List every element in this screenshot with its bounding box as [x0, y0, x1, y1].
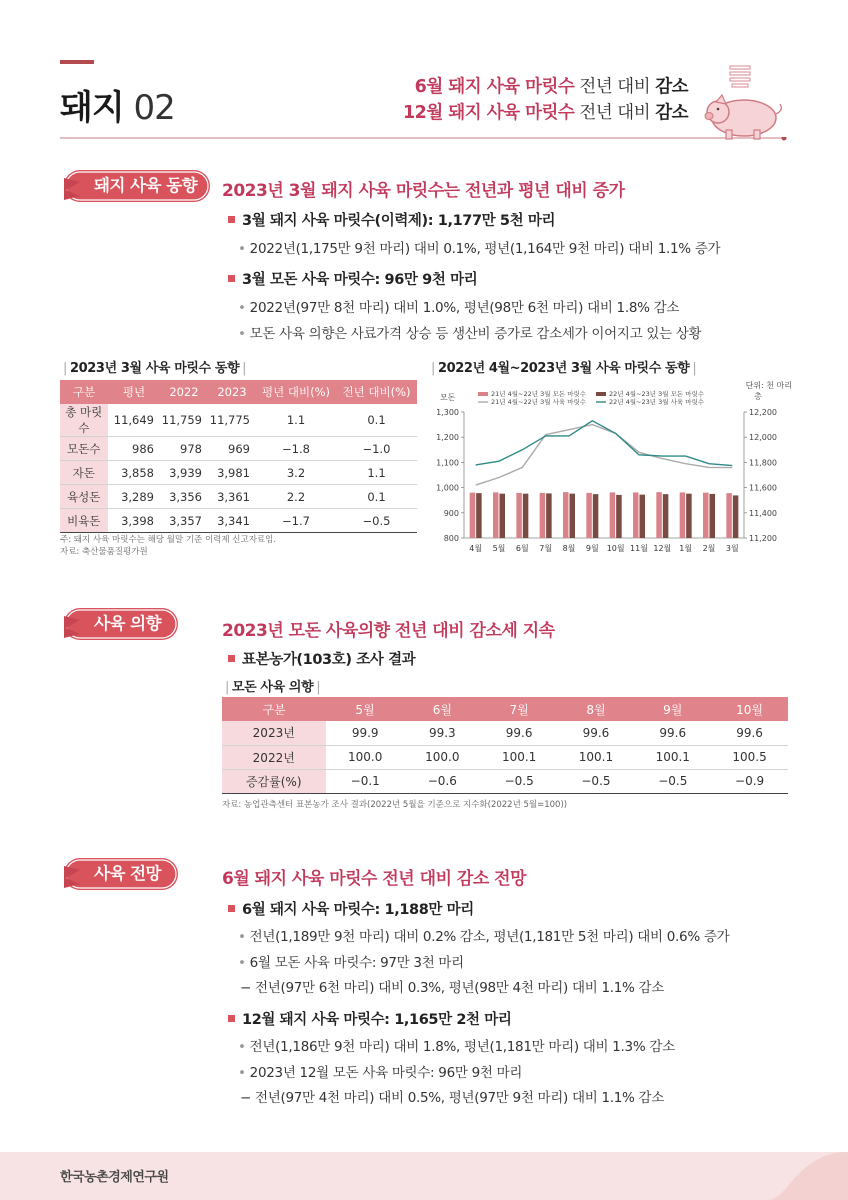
table2-cell: 100.1 [481, 745, 558, 769]
chart-x-tick-label: 4월 [469, 544, 483, 553]
chart-x-tick-label: 10월 [606, 544, 625, 553]
table1-cell: 3,939 [160, 461, 208, 485]
chart-left-tick-label: 800 [443, 534, 459, 543]
table1-header: 평년 [108, 380, 160, 404]
section1-title: 2023년 3월 돼지 사육 마릿수는 전년과 평년 대비 증가 [222, 181, 625, 201]
table1-header: 2023 [208, 380, 256, 404]
chart-bar [710, 494, 716, 538]
table1-cell: 978 [160, 437, 208, 461]
table1-row-header: 육성돈 [60, 485, 108, 509]
chart-bar [616, 495, 622, 538]
chart-legend-label: 21년 4월~22년 3월 사육 마릿수 [491, 398, 587, 406]
chart-bar [470, 493, 476, 538]
table2-cell: 99.6 [711, 721, 788, 745]
table1-caption: | 2023년 3월 사육 마릿수 동향 | [63, 361, 247, 376]
section3-bullet-2: 12월 돼지 사육 마릿수: 1,165만 2천 마리 [228, 1008, 512, 1029]
table1-row [60, 437, 417, 461]
table1-cell: 3.2 [256, 461, 336, 485]
chart-right-tick-label: 11,800 [749, 458, 777, 468]
table2-cell: −0.5 [558, 769, 635, 793]
header-accent-bar [60, 60, 94, 64]
table2-header: 구분 [222, 697, 326, 721]
table1-header: 평년 대비(%) [256, 380, 336, 404]
chart-unit-label: 단위: 천 마리 [745, 381, 792, 390]
chart-legend-label: 22년 4월~23년 3월 사육 마릿수 [609, 398, 705, 406]
chart-legend-label: 22년 4월~23년 3월 모돈 마릿수 [609, 390, 705, 398]
footer [0, 1152, 848, 1200]
chart-bar [540, 493, 546, 538]
chart-right-tick-label: 12,000 [749, 433, 777, 443]
table2-cell: −0.9 [711, 769, 788, 793]
table2-cell: 100.0 [326, 745, 404, 769]
chart-right-tick-label: 11,600 [749, 483, 777, 493]
section3-bullet-2-sub-1: • 전년(1,186만 9천 마리) 대비 1.8%, 평년(1,181만 마리) 대비 1.3% 감소 [238, 1039, 675, 1055]
table2-cell: −0.6 [404, 769, 481, 793]
section3-bullet-2-sub-3: − 전년(97만 4천 마리) 대비 0.5%, 평년(97만 9천 마리) 대비 1.1% 감소 [240, 1090, 665, 1106]
table1-row [60, 485, 417, 509]
table1-row-header: 자돈 [60, 461, 108, 485]
table2-row-header: 증감률(%) [222, 769, 326, 793]
chart-legend-swatch [596, 392, 606, 396]
section3-bullet-1-sub-2: • 6월 모돈 사육 마릿수: 97만 3천 마리 [238, 955, 464, 971]
badge-label: 사육 의향 [94, 614, 162, 633]
chart-x-tick-label: 5월 [492, 544, 506, 553]
chart-bar [586, 493, 592, 538]
pig-illustration [702, 62, 788, 144]
chart-bar [546, 493, 552, 538]
table2-row-header: 2022년 [222, 745, 326, 769]
chart-x-tick-label: 7월 [539, 544, 553, 553]
table1-header-row [60, 380, 417, 404]
table1-cell: 1.1 [336, 461, 417, 485]
chart-bar [656, 492, 662, 538]
chart-legend-swatch [478, 392, 488, 396]
section3-bullet-1: 6월 돼지 사육 마릿수: 1,188만 마리 [228, 898, 474, 919]
chart-left-tick-label: 1,100 [436, 458, 459, 468]
chart-left-tick-label: 900 [443, 508, 459, 518]
table1-cell: 3,289 [108, 485, 160, 509]
chart-right-axis-title: 총 [754, 392, 762, 401]
table2-cell: 99.6 [558, 721, 635, 745]
chart-bar [680, 492, 686, 538]
table1-cell: 3,356 [160, 485, 208, 509]
chart-bar [516, 493, 522, 538]
badge-breeding-trend [60, 168, 212, 204]
table1-cell: 3,981 [208, 461, 256, 485]
table2-cell: 99.6 [481, 721, 558, 745]
chart-bar [476, 493, 482, 538]
chart-right-tick-label: 12,200 [749, 408, 777, 417]
table1-cell: 2.2 [256, 485, 336, 509]
chart-bar [610, 492, 616, 538]
chart-bar [663, 494, 669, 538]
chart-left-axis-title: 모돈 [440, 393, 456, 402]
chart-x-tick-label: 3월 [725, 544, 739, 553]
chart-series-line [476, 421, 733, 466]
table2-header: 8월 [558, 697, 635, 721]
table2-cell: 100.0 [404, 745, 481, 769]
table1-cell: 11,775 [208, 404, 256, 437]
table2-cell: −0.5 [481, 769, 558, 793]
chart-x-tick-label: 8월 [562, 544, 576, 553]
section1-bullet-2-sub-1: • 2022년(97만 8천 마리) 대비 1.0%, 평년(98만 6천 마리) 대비 1.8% 감소 [238, 300, 680, 316]
chart-x-tick-label: 12월 [653, 544, 672, 553]
table1-note: 주: 돼지 사육 마릿수는 해당 월말 기준 이력제 신고자료임. [60, 535, 277, 545]
chart-bar [640, 495, 646, 538]
table1-row-header: 총 마릿수 [60, 404, 108, 437]
headline-line-1: 6월 돼지 사육 마릿수 전년 대비 감소 [414, 77, 688, 97]
page-title-bold: 돼지 [60, 88, 124, 128]
badge-breeding-intention [60, 606, 180, 642]
chart-caption: | 2022년 4월~2023년 3월 사육 마릿수 동향 | [431, 361, 697, 376]
chart-bar [500, 494, 506, 538]
table1-cell: 1.1 [256, 404, 336, 437]
table1-cell: 0.1 [336, 485, 417, 509]
section1-bullet-1: 3월 돼지 사육 마릿수(이력제): 1,177만 5천 마리 [228, 209, 555, 230]
badge-label: 사육 전망 [94, 864, 162, 883]
page-title-number: 02 [133, 88, 175, 128]
chart-bar [633, 492, 639, 538]
table1 [60, 380, 417, 533]
section3-title: 6월 돼지 사육 마릿수 전년 대비 감소 전망 [222, 869, 527, 889]
section1-bullet-1-sub-1: • 2022년(1,175만 9천 마리) 대비 0.1%, 평년(1,164만 9천 마리) 대비 1.1% 증가 [238, 241, 721, 257]
section3-bullet-1-sub-3: − 전년(97만 6천 마리) 대비 0.3%, 평년(98만 4천 마리) 대비 1.1% 감소 [240, 980, 665, 996]
table2-source: 자료: 농업관측센터 표본농가 조사 결과(2022년 5월을 기준으로 지수화(2022년 5월=100)) [222, 800, 568, 810]
table2-header: 7월 [481, 697, 558, 721]
table1-row [60, 461, 417, 485]
table1-cell: 986 [108, 437, 160, 461]
table1-row-header: 모돈수 [60, 437, 108, 461]
table1-row [60, 509, 417, 533]
table1-header: 전년 대비(%) [336, 380, 417, 404]
badge-breeding-outlook [60, 856, 180, 892]
chart-x-tick-label: 1월 [679, 544, 693, 553]
chart-series-line [476, 425, 733, 485]
table1-header: 구분 [60, 380, 108, 404]
table2-cell: −0.1 [326, 769, 404, 793]
chart-x-tick-label: 9월 [585, 544, 599, 553]
chart-bar [686, 494, 692, 538]
table1-cell: 969 [208, 437, 256, 461]
section1-bullet-2-sub-2: • 모돈 사육 의향은 사료가격 상승 등 생산비 증가로 감소세가 이어지고 있는 상황 [238, 326, 702, 342]
chart-x-tick-label: 2월 [702, 544, 716, 553]
chart-left-tick-label: 1,300 [436, 408, 459, 417]
table2 [222, 697, 788, 794]
table1-cell: 3,341 [208, 509, 256, 533]
section2-bullet-1: 표본농가(103호) 조사 결과 [228, 648, 415, 669]
chart-bar [726, 493, 732, 538]
table2-caption: | 모돈 사육 의향 | [225, 680, 321, 695]
table1-cell: 3,361 [208, 485, 256, 509]
section3-bullet-1-sub-1: • 전년(1,189만 9천 마리) 대비 0.2% 감소, 평년(1,181만 5천 마리) 대비 0.6% 증가 [238, 929, 730, 945]
table2-row [222, 721, 788, 745]
table1-cell: −1.7 [256, 509, 336, 533]
table1-notes [60, 534, 276, 558]
table2-cell: 99.3 [404, 721, 481, 745]
footer-org-name: 한국농촌경제연구원 [60, 1170, 169, 1185]
chart-bar [733, 495, 739, 538]
table1-cell: 3,858 [108, 461, 160, 485]
header-rule [60, 137, 788, 143]
chart-right-tick-label: 11,200 [749, 534, 777, 543]
table2-header: 6월 [404, 697, 481, 721]
table1-source: 자료: 축산물품질평가원 [60, 547, 148, 557]
table1-row [60, 404, 417, 437]
page-title [60, 88, 175, 128]
table2-cell: 100.1 [634, 745, 711, 769]
chart-bar [563, 492, 569, 538]
badge-label: 돼지 사육 동향 [94, 176, 198, 195]
table2-cell: 99.6 [634, 721, 711, 745]
table1-row-header: 비육돈 [60, 509, 108, 533]
table2-row [222, 745, 788, 769]
chart-left-tick-label: 1,000 [436, 483, 459, 493]
table1-cell: 3,398 [108, 509, 160, 533]
table2-cell: −0.5 [634, 769, 711, 793]
chart-bar [593, 494, 599, 538]
table2-header-row [222, 697, 788, 721]
table1-cell: −1.0 [336, 437, 417, 461]
chart-right-tick-label: 11,400 [749, 508, 777, 518]
chart-bar [703, 493, 709, 538]
chart-left-tick-label: 1,200 [436, 433, 459, 443]
section2-title: 2023년 모돈 사육의향 전년 대비 감소세 지속 [222, 621, 555, 641]
section1-bullet-2: 3월 모돈 사육 마릿수: 96만 9천 마리 [228, 268, 477, 289]
table1-header: 2022 [160, 380, 208, 404]
chart-x-tick-label: 6월 [515, 544, 529, 553]
table1-cell: 11,759 [160, 404, 208, 437]
table2-cell: 99.9 [326, 721, 404, 745]
table1-cell: 0.1 [336, 404, 417, 437]
table2-header: 5월 [326, 697, 404, 721]
chart-bar [493, 492, 499, 538]
table2-cell: 100.1 [558, 745, 635, 769]
table1-cell: 3,357 [160, 509, 208, 533]
chart-breeding-trend [428, 376, 800, 556]
table2-row-header: 2023년 [222, 721, 326, 745]
table2-row [222, 769, 788, 793]
table1-cell: −0.5 [336, 509, 417, 533]
table1-cell: −1.8 [256, 437, 336, 461]
section3-bullet-2-sub-2: • 2023년 12월 모돈 사육 마릿수: 96만 9천 마리 [238, 1065, 523, 1081]
chart-legend-label: 21년 4월~22년 3월 모돈 마릿수 [491, 390, 587, 398]
headline-line-2: 12월 돼지 사육 마릿수 전년 대비 감소 [402, 103, 688, 123]
chart-x-tick-label: 11월 [630, 544, 648, 553]
table2-header: 9월 [634, 697, 711, 721]
chart-bar [570, 494, 576, 538]
table2-cell: 100.5 [711, 745, 788, 769]
headline [403, 74, 688, 126]
table1-cell: 11,649 [108, 404, 160, 437]
table2-header: 10월 [711, 697, 788, 721]
footer-curve-decoration [768, 1148, 848, 1200]
chart-bar [523, 494, 529, 538]
